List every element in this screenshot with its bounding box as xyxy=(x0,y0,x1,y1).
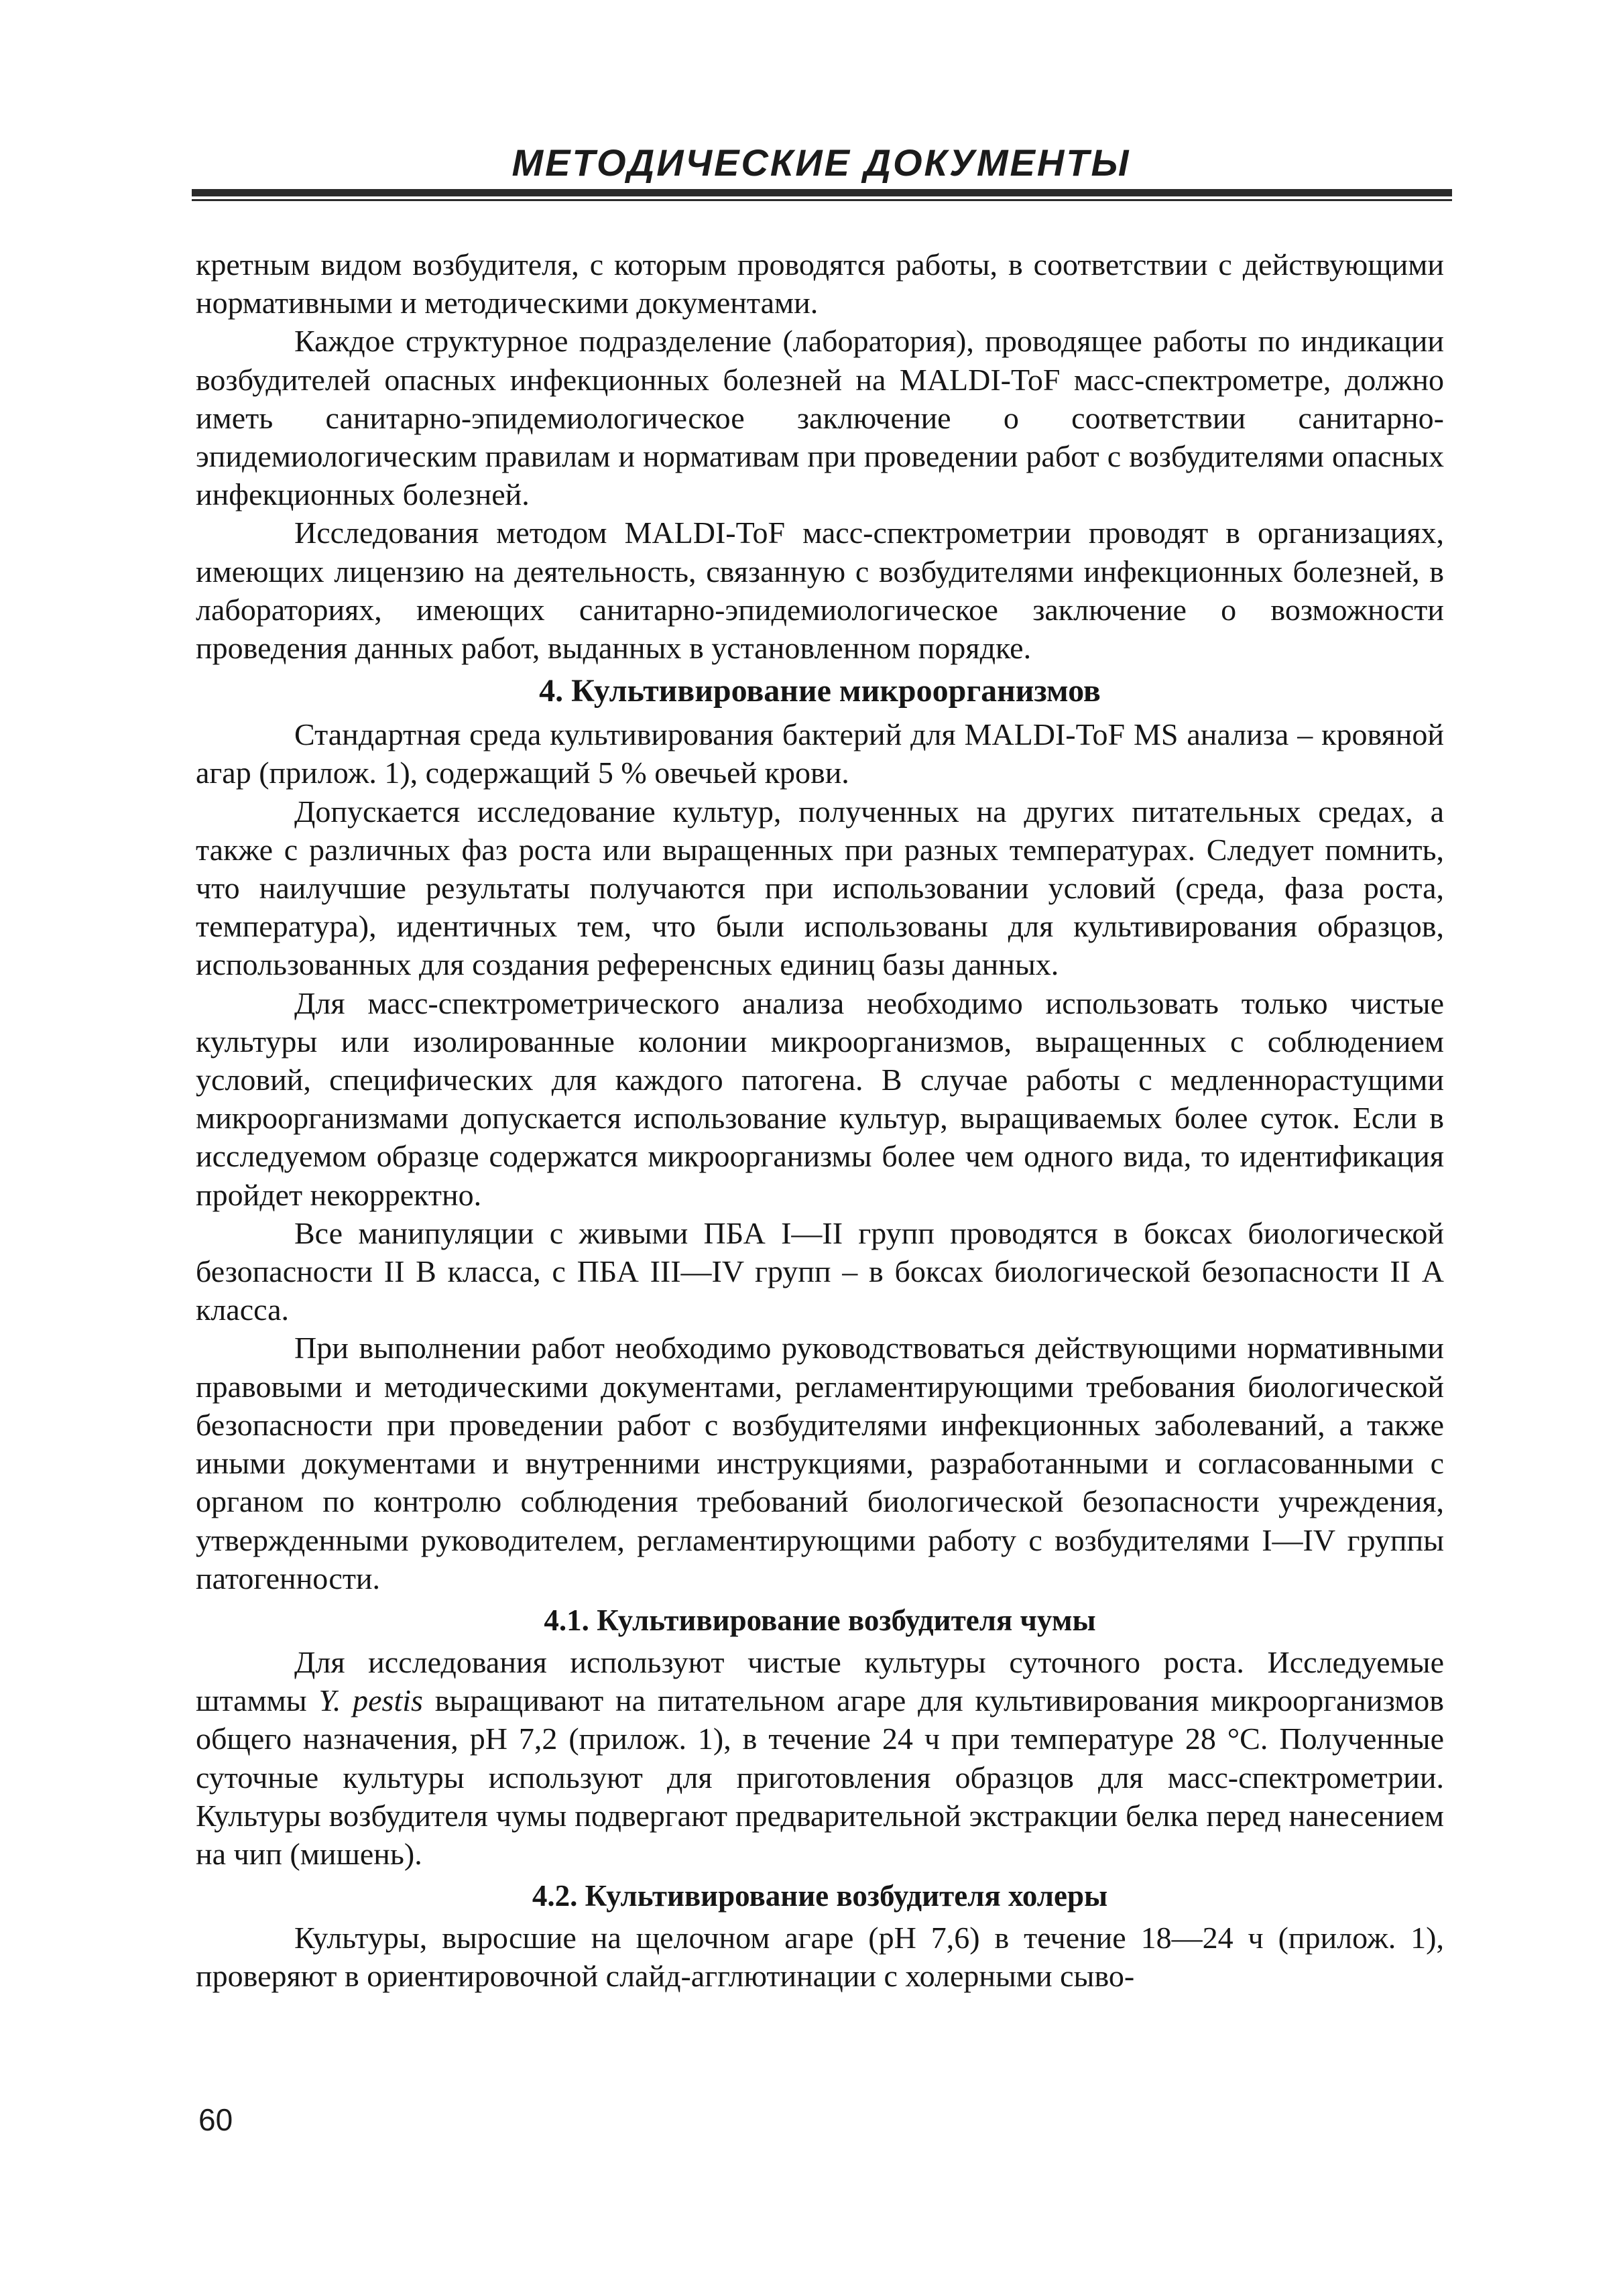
page-number: 60 xyxy=(198,2102,233,2137)
header-rule-thin xyxy=(192,199,1452,201)
paragraph-continuation: кретным видом возбудителя, с которым проводятся работы, в соответствии с действующими нормативными и методическими документами. xyxy=(196,247,1444,320)
paragraph-plague-cultivation xyxy=(196,1643,1444,1873)
header-rule-thick xyxy=(192,189,1452,196)
paragraph-standard-medium: Стандартная среда культивирования бактерий для MALDI-ToF MS анализа – кровяной агар (прилож. 1), содержащий 5 % овечьей крови. xyxy=(196,717,1444,790)
paragraph-laboratory-conclusion: Каждое структурное подразделение (лаборатория), проводящее работы по индикации возбудителей опасных инфекционных болезней на MALDI-ToF масс-спектрометре, должно иметь санитарно-эпидемиологическое заключение о соответствии санитарно-эпидемиологическим правилам и нормативам при проведении работ с возбудителями опасных инфекционных болезней. xyxy=(196,324,1444,512)
page-content xyxy=(196,245,1444,1996)
paragraph-maldi-licensing: Исследования методом MALDI-ToF масс-спектрометрии проводят в организациях, имеющих лицензию на деятельность, связанную с возбудителями инфекционных болезней, в лабораториях, имеющих санитарно-эпидемиологическое заключение о возможности проведения данных работ, выданных в установленном порядке. xyxy=(196,516,1444,666)
species-name: Y. pestis xyxy=(318,1683,423,1718)
plague-text-end: выращивают на питательном агаре для культивирования микроорганизмов общего назначения, pH 7,2 (прилож. 1), в течение 24 ч при температуре 28 °С. Полученные суточные культуры используют для приготовления образцов для масс-спектрометрии. Культуры возбудителя чумы подвергают предварительной экстракции белка перед нанесением на чип (мишень). xyxy=(196,1683,1444,1871)
paragraph-cholera-cultivation: Культуры, выросшие на щелочном агаре (pH 7,6) в течение 18—24 ч (прилож. 1), проверяют в ориентировочной слайд-агглютинации с холерными сыво- xyxy=(196,1921,1444,1994)
section-4-heading: 4. Культивирование микроорганизмов xyxy=(539,673,1101,709)
paragraph-pure-cultures: Для масс-спектрометрического анализа необходимо использовать только чистые культуры или изолированные колонии микроорганизмов, выращенных с соблюдением условий, специфических для каждого патогена. В случае работы с медленнорастущими микроорганизмами допускается использование культур, выращиваемых более суток. Если в исследуемом образце содержатся микроорганизмы более чем одного вида, то идентификация пройдет некорректно. xyxy=(196,985,1444,1212)
paragraph-regulations: При выполнении работ необходимо руководствоваться действующими нормативными правовыми и методическими документами, регламентирующими требования биологической безопасности при проведении работ с возбудителями инфекционных заболеваний, а также иными документами и внутренними инструкциями, разработанными и согласованными с органом по контролю соблюдения требований биологической безопасности учреждения, утвержденными руководителем, регламентирующими работу с возбудителями I—IV группы патогенности. xyxy=(196,1331,1444,1595)
paragraph-biosafety-boxes: Все манипуляции с живыми ПБА I—II групп проводятся в боксах биологической безопасности II В класса, с ПБА III—IV групп – в боксах биологической безопасности II А класса. xyxy=(196,1215,1444,1327)
plague-text-start: Для исследования используют чистые культуры суточного роста. Исследуемые штаммы xyxy=(196,1644,1444,1718)
paragraph-other-media: Допускается исследование культур, полученных на других питательных средах, а также с различных фаз роста или выращенных при разных температурах. Следует помнить, что наилучшие результаты получаются при использовании условий (среда, фаза роста, температура), идентичных тем, что были использованы для культивирования образцов, использованных для создания референсных единиц базы данных. xyxy=(196,794,1444,982)
section-4-2-heading: 4.2. Культивирование возбудителя холеры xyxy=(532,1879,1108,1913)
page-header: МЕТОДИЧЕСКИЕ ДОКУМЕНТЫ xyxy=(512,141,1131,184)
section-4-1-heading: 4.1. Культивирование возбудителя чумы xyxy=(544,1603,1096,1637)
